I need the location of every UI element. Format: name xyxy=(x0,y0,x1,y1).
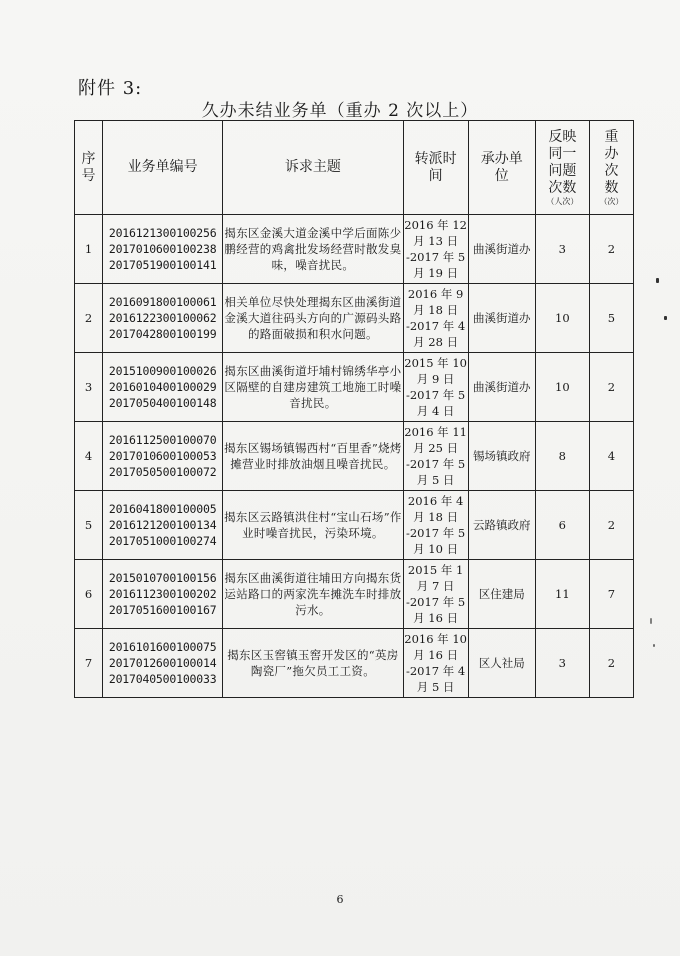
row-redo-count: 2 xyxy=(589,215,633,284)
header-ticket-no: 业务单编号 xyxy=(103,121,223,215)
row-redo-count: 7 xyxy=(589,560,633,629)
ticket-id: 2017051000100274 xyxy=(108,534,217,548)
row-transfer-time: 2015 年 1 月 7 日 -2017 年 5 月 16 日 xyxy=(403,560,468,629)
ticket-id: 2017010600100238 xyxy=(108,242,217,256)
row-topic: 揭东区曲溪街道圩埔村锦绣华亭小区隔壁的自建房建筑工地施工时噪音扰民。 xyxy=(223,353,403,422)
scan-speck xyxy=(656,278,659,283)
ticket-id: 2017051600100167 xyxy=(108,603,217,617)
ticket-id: 2017051900100141 xyxy=(108,258,217,272)
ticket-id: 2016010400100029 xyxy=(108,380,217,394)
row-redo-count: 5 xyxy=(589,284,633,353)
row-seq: 2 xyxy=(75,284,103,353)
row-handler: 曲溪街道办 xyxy=(468,284,535,353)
table-row xyxy=(75,422,634,491)
row-topic: 揭东区曲溪街道往埔田方向揭东货运站路口的两家洗车摊洗车时排放污水。 xyxy=(223,560,403,629)
row-redo-count: 2 xyxy=(589,491,633,560)
table-row xyxy=(75,560,634,629)
row-seq: 4 xyxy=(75,422,103,491)
row-report-count: 10 xyxy=(535,353,589,422)
pending-tickets-table xyxy=(74,120,634,698)
row-report-count: 3 xyxy=(535,629,589,698)
table-row xyxy=(75,215,634,284)
document-title: 久办未结业务单（重办 2 次以上） xyxy=(201,101,479,121)
ticket-id: 2016041800100005 xyxy=(108,502,217,516)
header-report-count-unit: （人次） xyxy=(546,196,579,206)
ticket-id: 2015010700100156 xyxy=(108,571,217,585)
row-seq: 5 xyxy=(75,491,103,560)
row-ticket-ids xyxy=(103,560,223,629)
table-body xyxy=(75,215,634,698)
row-report-count: 3 xyxy=(535,215,589,284)
table-row xyxy=(75,284,634,353)
row-ticket-ids xyxy=(103,422,223,491)
row-ticket-ids xyxy=(103,215,223,284)
header-handler: 承办单位 xyxy=(468,121,535,215)
header-topic: 诉求主题 xyxy=(223,121,403,215)
header-transfer-time: 转派时间 xyxy=(403,121,468,215)
row-redo-count: 2 xyxy=(589,629,633,698)
header-redo-count: 重办次数 （次） xyxy=(589,121,633,215)
table-row xyxy=(75,353,634,422)
row-handler: 区住建局 xyxy=(468,560,535,629)
row-handler: 曲溪街道办 xyxy=(468,353,535,422)
ticket-id: 2016121200100134 xyxy=(108,518,217,532)
row-seq: 3 xyxy=(75,353,103,422)
ticket-id: 2016112300100202 xyxy=(108,587,217,601)
row-topic: 揭东区锡场镇锡西村“百里香”烧烤摊营业时排放油烟且噪音扰民。 xyxy=(223,422,403,491)
table-row xyxy=(75,629,634,698)
row-seq: 7 xyxy=(75,629,103,698)
ticket-id: 2017050500100072 xyxy=(108,465,217,479)
header-report-count: 反映同一问题次数 （人次） xyxy=(535,121,589,215)
header-seq: 序号 xyxy=(75,121,103,215)
row-ticket-ids xyxy=(103,491,223,560)
row-transfer-time: 2016 年 11 月 25 日 -2017 年 5 月 5 日 xyxy=(403,422,468,491)
ticket-id: 2016121300100256 xyxy=(108,226,217,240)
attachment-label: 附件 3: xyxy=(78,78,143,99)
row-handler: 云路镇政府 xyxy=(468,491,535,560)
table-header-row xyxy=(75,121,634,215)
row-redo-count: 2 xyxy=(589,353,633,422)
row-redo-count: 4 xyxy=(589,422,633,491)
row-handler: 锡场镇政府 xyxy=(468,422,535,491)
ticket-id: 2017042800100199 xyxy=(108,327,217,341)
ticket-id: 2016112500100070 xyxy=(108,433,217,447)
scan-speck xyxy=(664,316,667,320)
ticket-id: 2017040500100033 xyxy=(108,672,217,686)
scan-speck xyxy=(653,644,655,647)
row-seq: 6 xyxy=(75,560,103,629)
row-seq: 1 xyxy=(75,215,103,284)
ticket-id: 2016091800100061 xyxy=(108,295,217,309)
row-transfer-time: 2016 年 10 月 16 日 -2017 年 4 月 5 日 xyxy=(403,629,468,698)
ticket-id: 2016122300100062 xyxy=(108,311,217,325)
row-report-count: 6 xyxy=(535,491,589,560)
row-topic: 揭东区云路镇洪住村“宝山石场”作业时噪音扰民，污染环境。 xyxy=(223,491,403,560)
page-number: 6 xyxy=(336,893,344,906)
row-report-count: 11 xyxy=(535,560,589,629)
row-transfer-time: 2015 年 10 月 9 日 -2017 年 5 月 4 日 xyxy=(403,353,468,422)
row-handler: 曲溪街道办 xyxy=(468,215,535,284)
row-topic: 揭东区金溪大道金溪中学后面陈少鹏经营的鸡禽批发场经营时散发臭味，噪音扰民。 xyxy=(223,215,403,284)
row-ticket-ids xyxy=(103,629,223,698)
row-report-count: 8 xyxy=(535,422,589,491)
ticket-id: 2017050400100148 xyxy=(108,396,217,410)
row-topic: 揭东区玉窖镇玉窖开发区的“英房陶瓷厂”拖欠员工工资。 xyxy=(223,629,403,698)
ticket-id: 2015100900100026 xyxy=(108,364,217,378)
row-ticket-ids xyxy=(103,353,223,422)
row-transfer-time: 2016 年 9 月 18 日 -2017 年 4 月 28 日 xyxy=(403,284,468,353)
row-topic: 相关单位尽快处理揭东区曲溪街道金溪大道往码头方向的广源码头路的路面破损和积水问题。 xyxy=(223,284,403,353)
ticket-id: 2017010600100053 xyxy=(108,449,217,463)
row-transfer-time: 2016 年 4 月 18 日 -2017 年 5 月 10 日 xyxy=(403,491,468,560)
ticket-id: 2016101600100075 xyxy=(108,640,217,654)
table-row xyxy=(75,491,634,560)
header-redo-count-unit: （次） xyxy=(599,196,624,206)
row-report-count: 10 xyxy=(535,284,589,353)
row-ticket-ids xyxy=(103,284,223,353)
ticket-id: 2017012600100014 xyxy=(108,656,217,670)
row-handler: 区人社局 xyxy=(468,629,535,698)
scan-speck xyxy=(650,618,652,624)
row-transfer-time: 2016 年 12 月 13 日 -2017 年 5 月 19 日 xyxy=(403,215,468,284)
